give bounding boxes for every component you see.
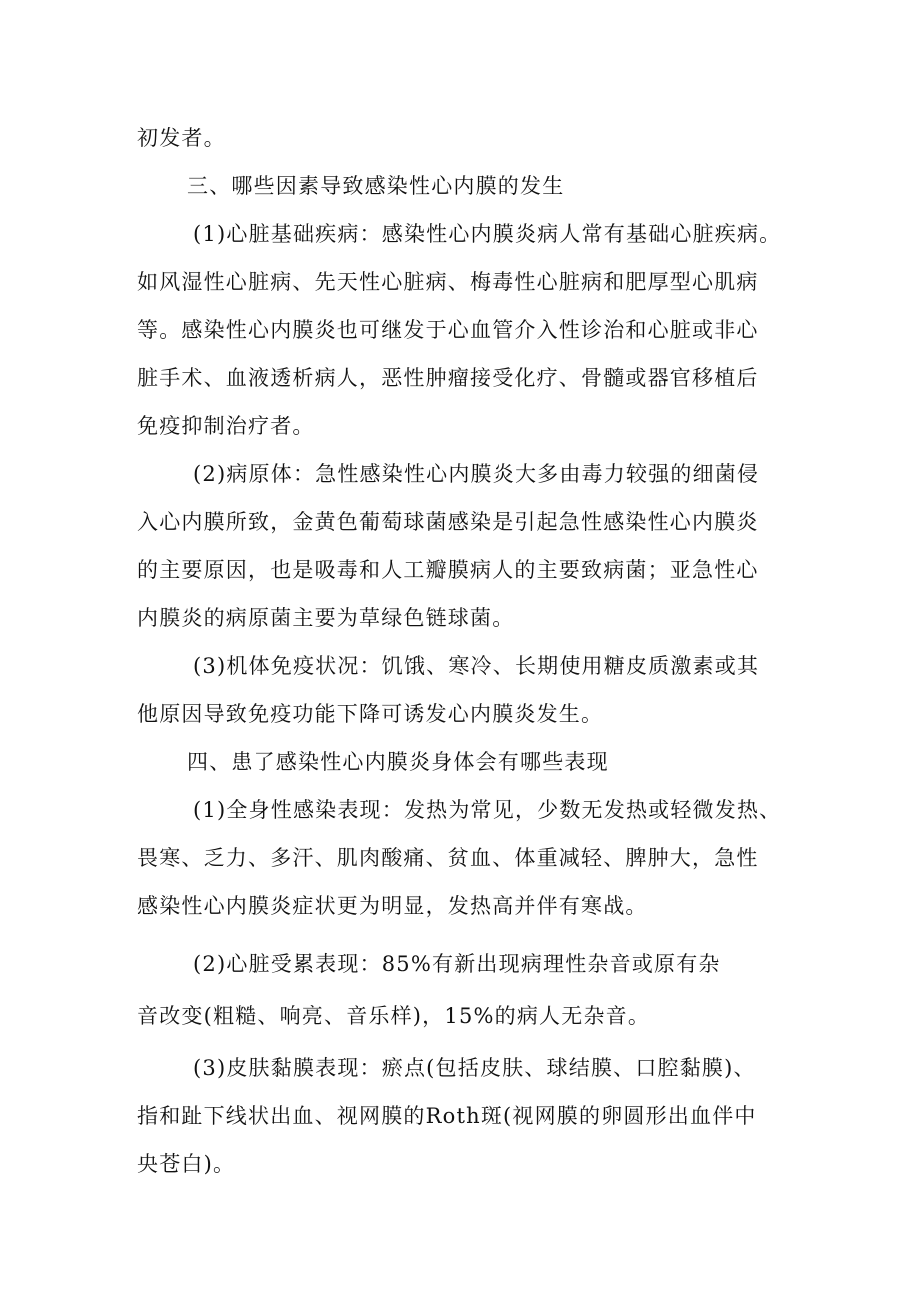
text-line: 入心内膜所致，金黄色葡萄球菌感染是引起急性感染性心内膜炎 <box>137 510 759 534</box>
text-line: 免疫抑制治疗者。 <box>137 414 315 438</box>
text-line: 脏手术、血液透析病人，恶性肿瘤接受化疗、骨髓或器官移植后 <box>137 366 759 390</box>
paragraph-first-line: (3)机体免疫状况：饥饿、寒冷、长期使用糖皮质激素或其 <box>193 654 760 678</box>
text-line: 音改变(粗糙、响亮、音乐样)，15%的病人无杂音。 <box>137 1004 651 1028</box>
text-line: 如风湿性心脏病、先天性心脏病、梅毒性心脏病和肥厚型心肌病 <box>137 270 759 294</box>
text-line: 内膜炎的病原菌主要为草绿色链球菌。 <box>137 606 515 630</box>
text-line: 他原因导致免疫功能下降可诱发心内膜炎发生。 <box>137 702 604 726</box>
text-line: 感染性心内膜炎症状更为明显，发热高并伴有寒战。 <box>137 894 648 918</box>
paragraph-first-line: (3)皮肤黏膜表现：瘀点(包括皮肤、球结膜、口腔黏膜)、 <box>193 1056 756 1080</box>
section-heading: 三、哪些因素导致感染性心内膜的发生 <box>187 174 565 198</box>
paragraph-first-line: (2)心脏受累表现：85%有新出现病理性杂音或原有杂 <box>193 952 721 976</box>
text-line: 等。感染性心内膜炎也可继发于心血管介入性诊治和心脏或非心 <box>137 318 759 342</box>
text-line: 畏寒、乏力、多汗、肌肉酸痛、贫血、体重减轻、脾肿大，急性 <box>137 846 759 870</box>
text-line: 央苍白)。 <box>137 1152 236 1176</box>
text-line: 指和趾下线状出血、视网膜的Roth斑(视网膜的卵圆形出血伴中 <box>137 1104 757 1128</box>
paragraph-first-line: (1)心脏基础疾病：感染性心内膜炎病人常有基础心脏疾病。 <box>193 222 782 246</box>
text-line: 初发者。 <box>137 126 226 150</box>
paragraph-first-line: (1)全身性感染表现：发热为常见，少数无发热或轻微发热、 <box>193 798 782 822</box>
section-heading: 四、患了感染性心内膜炎身体会有哪些表现 <box>187 750 609 774</box>
paragraph-first-line: (2)病原体：急性感染性心内膜炎大多由毒力较强的细菌侵 <box>193 462 760 486</box>
text-line: 的主要原因，也是吸毒和人工瓣膜病人的主要致病菌；亚急性心 <box>137 558 759 582</box>
